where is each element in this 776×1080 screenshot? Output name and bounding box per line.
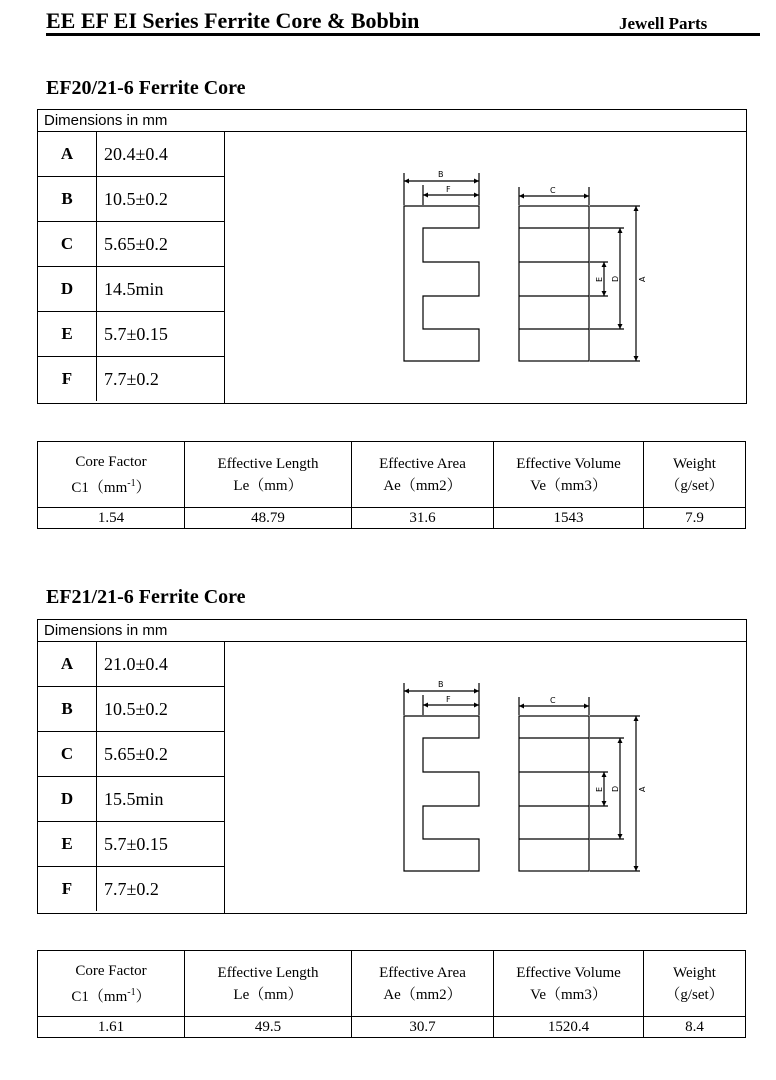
table-row <box>38 1017 746 1038</box>
dim-row-b <box>38 177 224 222</box>
core-1-title: EF20/21-6 Ferrite Core <box>46 77 246 99</box>
label-f: F <box>446 695 451 704</box>
dim-row-d <box>38 777 224 822</box>
label-c: C <box>550 696 556 705</box>
label-b: B <box>438 680 444 689</box>
dim-row-b <box>38 687 224 732</box>
label-c: C <box>550 186 556 195</box>
dim-value: 5.7±0.15 <box>104 834 168 854</box>
dim-label: E <box>38 822 97 866</box>
value-effective-length: 49.5 <box>185 1017 352 1038</box>
label-a: A <box>638 276 647 282</box>
dim-value: 15.5min <box>104 789 164 809</box>
core-2-dimensions-box <box>37 619 747 914</box>
dim-label: F <box>38 867 97 911</box>
core-1-drawing <box>358 165 658 370</box>
header-core-factor: Core Factor $C1(mm^{-1})$ <box>38 442 185 508</box>
dim-label: F <box>38 357 97 401</box>
dim-value: 21.0±0.4 <box>104 654 168 674</box>
value-effective-length: 48.79 <box>185 508 352 529</box>
dim-label: B <box>38 687 97 731</box>
dim-value: 10.5±0.2 <box>104 189 168 209</box>
dim-label: D <box>38 777 97 821</box>
value-effective-volume: 1520.4 <box>494 1017 644 1038</box>
dimension-divider <box>224 642 225 913</box>
header-effective-volume: Effective Volume Ve（mm3） <box>494 442 644 508</box>
brand-name: Jewell Parts <box>619 14 708 33</box>
dim-row-a <box>38 642 224 687</box>
label-d: D <box>611 275 620 282</box>
table-header-row <box>38 442 746 508</box>
dim-row-e <box>38 822 224 867</box>
header-effective-area: Effective Area Ae（mm2） <box>352 951 494 1017</box>
header-core-factor: Core Factor $C1(mm^{-1})$ <box>38 951 185 1017</box>
dim-label: C <box>38 222 97 266</box>
header-weight: Weight （g/set） <box>644 951 746 1017</box>
dim-row-e <box>38 312 224 357</box>
dim-label: A <box>38 132 97 176</box>
dim-value: 10.5±0.2 <box>104 699 168 719</box>
dim-value: 5.65±0.2 <box>104 234 168 254</box>
table-header-row <box>38 951 746 1017</box>
header-effective-length: Effective Length Le（mm） <box>185 951 352 1017</box>
dim-value: 5.7±0.15 <box>104 324 168 344</box>
dim-value: 14.5min <box>104 279 164 299</box>
document-title: EE EF EI Series Ferrite Core & Bobbin <box>46 8 420 33</box>
value-effective-area: 31.6 <box>352 508 494 529</box>
dim-value: 20.4±0.4 <box>104 144 168 164</box>
header-effective-area: Effective Area Ae（mm2） <box>352 442 494 508</box>
value-effective-volume: 1543 <box>494 508 644 529</box>
value-effective-area: 30.7 <box>352 1017 494 1038</box>
core-1-properties-table <box>37 441 746 529</box>
dimension-divider <box>224 132 225 403</box>
core-1-dimensions-box <box>37 109 747 404</box>
header-effective-volume: Effective Volume Ve（mm3） <box>494 951 644 1017</box>
label-a: A <box>638 786 647 792</box>
core-2-drawing <box>358 675 658 880</box>
core-2-title: EF21/21-6 Ferrite Core <box>46 586 246 608</box>
dim-value: 5.65±0.2 <box>104 744 168 764</box>
value-weight: 7.9 <box>644 508 746 529</box>
dim-row-c <box>38 222 224 267</box>
label-b: B <box>438 170 444 179</box>
dim-label: A <box>38 642 97 686</box>
value-core-factor: 1.61 <box>38 1017 185 1038</box>
dimensions-caption: Dimensions in mm <box>38 110 746 132</box>
dim-row-c <box>38 732 224 777</box>
value-weight: 8.4 <box>644 1017 746 1038</box>
label-f: F <box>446 185 451 194</box>
table-row <box>38 508 746 529</box>
header-effective-length: Effective Length Le（mm） <box>185 442 352 508</box>
value-core-factor: 1.54 <box>38 508 185 529</box>
header-rule <box>46 33 760 36</box>
dim-value: 7.7±0.2 <box>104 369 159 389</box>
dimensions-caption: Dimensions in mm <box>38 620 746 642</box>
label-e: E <box>595 786 604 792</box>
dim-label: D <box>38 267 97 311</box>
label-e: E <box>595 276 604 282</box>
dim-value: 7.7±0.2 <box>104 879 159 899</box>
core-2-properties-table <box>37 950 746 1038</box>
dim-row-a <box>38 132 224 177</box>
dim-row-f <box>38 357 224 401</box>
dim-row-d <box>38 267 224 312</box>
header-weight: Weight （g/set） <box>644 442 746 508</box>
label-d: D <box>611 785 620 792</box>
dim-label: B <box>38 177 97 221</box>
dim-row-f <box>38 867 224 911</box>
dim-label: E <box>38 312 97 356</box>
dim-label: C <box>38 732 97 776</box>
